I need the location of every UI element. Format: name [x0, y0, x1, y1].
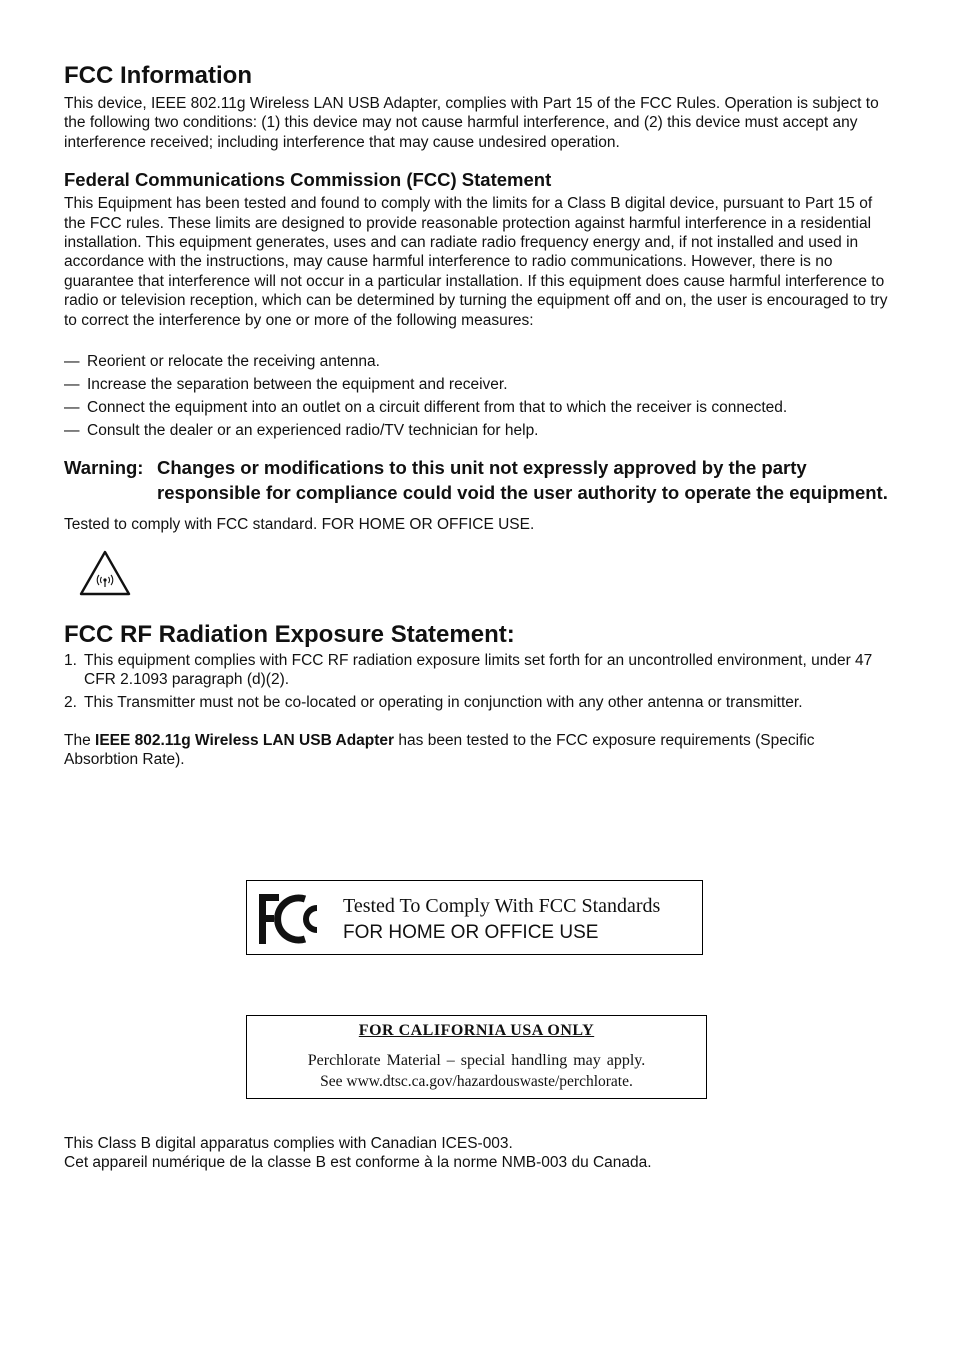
measure-text: Reorient or relocate the receiving antenna. [87, 353, 380, 371]
measure-text: Consult the dealer or an experienced radio/TV technician for help. [87, 421, 539, 439]
canada-compliance [64, 1134, 888, 1173]
fcc-tested-text: Tested To Comply With FCC Standards [343, 895, 661, 917]
list-item [64, 352, 888, 371]
fcc-compliance-box [246, 880, 703, 955]
list-item [64, 421, 888, 440]
measures-list [64, 352, 888, 440]
warning-text: Changes or modifications to this unit not expressly approved by the party responsible for compliance could void the user authority to operate the equipment. [157, 457, 888, 504]
california-notice-box [246, 1015, 707, 1099]
list-item [64, 693, 888, 712]
document-page [64, 60, 888, 770]
warning-block [64, 455, 888, 505]
california-title-text: FOR CALIFORNIA USA ONLY [358, 1022, 595, 1039]
item-number: 2. [64, 694, 77, 712]
sar-note-product: IEEE 802.11g Wireless LAN USB Adapter [95, 731, 395, 749]
dash-bullet: — [64, 421, 80, 439]
sar-note [64, 731, 888, 770]
measure-text: Connect the equipment into an outlet on a circuit different from that to which the receiver is connected. [87, 398, 788, 416]
list-item [64, 398, 888, 417]
rf-exposure-list [64, 651, 888, 713]
measure-text: Increase the separation between the equipment and receiver. [87, 375, 508, 393]
list-item [64, 651, 888, 690]
fcc-home-office-text: FOR HOME OR OFFICE USE [343, 922, 599, 943]
fcc-statement-body: This Equipment has been tested and found to comply with the limits for a Class B digital device, pursuant to Part 15 of the FCC rules. These limits are designed to provide reasonable protection against harmful interference in a residential installation. This equipment generates, uses and can radiate radio frequency energy and, if not installed and used in accordance with the instructions, may cause harmful interference to radio communications. However, there is no guarantee that interference will not occur in a particular installation. If this equipment does cause harmful interference to radio or television reception, which can be determined by turning the equipment off and on, the user is encouraged to try to correct the interference by one or more of the following measures: [64, 195, 888, 329]
sar-note-pre: The [64, 731, 96, 749]
tested-line: Tested to comply with FCC standard. FOR HOME OR OFFICE USE. [64, 516, 535, 534]
rf-radiation-warning-icon [78, 549, 132, 599]
fcc-information-body: This device, IEEE 802.11g Wireless LAN USB Adapter, complies with Part 15 of the FCC Rules. Operation is subject to the following two conditions: (1) this device may not cause harmful interference, and (2) this device must accept any interference received; including interference that may cause undesired operation. [64, 95, 879, 151]
item-text: This equipment complies with FCC RF radiation exposure limits set forth for an uncontrolled environment, under 47 CFR 2.1093 paragraph (d)(2). [84, 651, 873, 688]
item-number: 1. [64, 651, 77, 669]
list-item [64, 375, 888, 394]
fcc-logo-icon [259, 893, 331, 945]
canada-fr-text: Cet appareil numérique de la classe B est conforme à la norme NMB-003 du Canada. [64, 1154, 652, 1172]
dash-bullet: — [64, 353, 80, 371]
item-text: This Transmitter must not be co-located or operating in conjunction with any other antenna or transmitter. [84, 694, 803, 712]
california-title [247, 1022, 706, 1040]
perchlorate-link-text: See www.dtsc.ca.gov/hazardouswaste/perchlorate. [320, 1073, 633, 1090]
dash-bullet: — [64, 375, 80, 393]
dash-bullet: — [64, 398, 80, 416]
canada-en-text: This Class B digital apparatus complies with Canadian ICES-003. [64, 1135, 513, 1152]
rf-exposure-heading: FCC RF Radiation Exposure Statement: [64, 620, 515, 648]
warning-label: Warning: [64, 457, 144, 479]
sar-note-post: has been tested to the FCC exposure requirements (Specific Absorbtion Rate). [64, 731, 815, 769]
fcc-information-heading: FCC Information [64, 62, 252, 89]
perchlorate-text: Perchlorate Material – special handling may apply. [307, 1052, 646, 1069]
fcc-statement-heading: Federal Communications Commission (FCC) Statement [64, 169, 552, 191]
